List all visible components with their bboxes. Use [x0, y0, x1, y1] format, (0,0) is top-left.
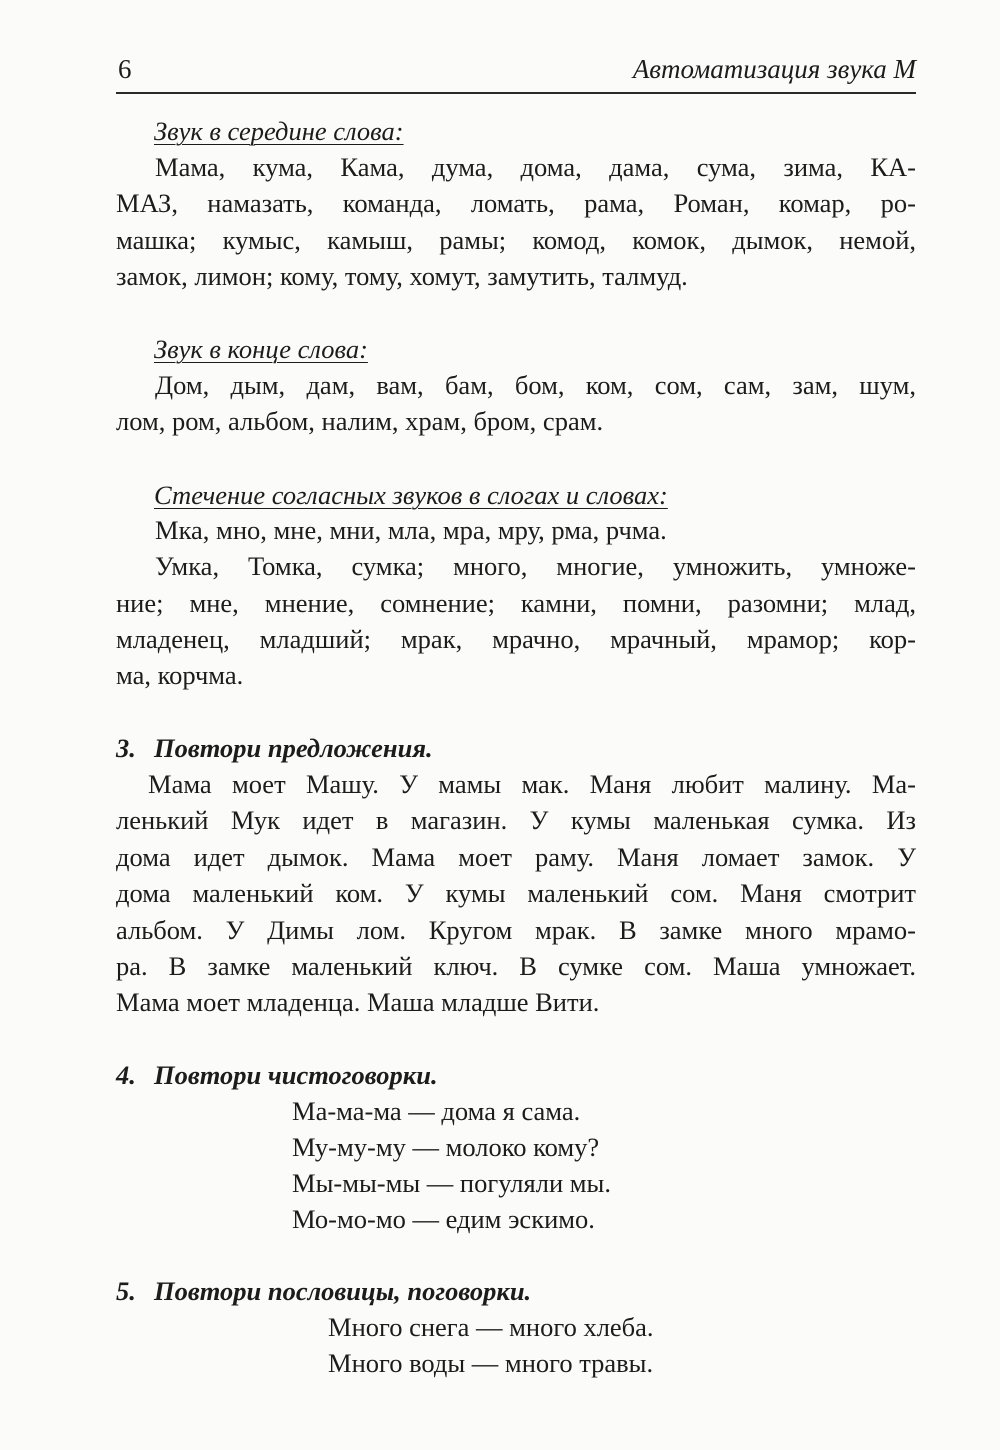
paragraph-line: младенец, младший; мрак, мрачно, мрачный, мрамор; кор-	[116, 624, 916, 654]
paragraph-line: дома маленький ком. У кумы маленький сом. Маня смотрит	[116, 878, 916, 908]
task-4-heading	[116, 1058, 916, 1092]
syllables-line: Мка, мно, мне, мни, мла, мра, мру, рма, рчма.	[155, 515, 667, 545]
page-header	[116, 52, 916, 94]
verse-line: Мы-мы-мы — погуляли мы.	[292, 1168, 611, 1198]
paragraph-line: ленький Мук идет в магазин. У кумы маленькая сумка. Из	[116, 805, 916, 835]
paragraph-line: лом, ром, альбом, налим, храм, бром, срам.	[116, 406, 604, 436]
paragraph-line: замок, лимон; кому, тому, хомут, замутить, талмуд.	[116, 261, 688, 291]
proverb-line: Много снега — много хлеба.	[328, 1312, 654, 1342]
verse-line: Мо-мо-мо — едим эскимо.	[292, 1204, 595, 1234]
proverb-line: Много воды — много травы.	[328, 1348, 654, 1378]
task-title: Повтори пословицы, поговорки.	[154, 1276, 532, 1306]
subheading-clusters: Стечение согласных звуков в слогах и словах:	[154, 480, 668, 510]
paragraph-line: МАЗ, намазать, команда, ломать, рама, Роман, комар, ро-	[116, 188, 916, 218]
task-number: 4.	[116, 1060, 136, 1090]
task-3-heading	[116, 731, 916, 765]
task-number: 5.	[116, 1276, 136, 1306]
task-title: Повтори чистоговорки.	[154, 1060, 438, 1090]
paragraph-line: Мама, кума, Кама, дума, дома, дама, сума, зима, КА-	[155, 152, 916, 182]
task-number: 3.	[116, 733, 136, 763]
paragraph-line: машка; кумыс, камыш, рамы; комод, комок, дымок, немой,	[116, 225, 916, 255]
paragraph-line: альбом. У Димы лом. Кругом мрак. В замке много мрамо-	[116, 915, 916, 945]
paragraph-line: Мама моет Машу. У мамы мак. Маня любит малину. Ма-	[148, 769, 916, 799]
paragraph-line: дома идет дымок. Мама моет раму. Маня ломает замок. У	[116, 842, 916, 872]
task-5-heading	[116, 1274, 916, 1308]
task-title: Повтори предложения.	[154, 733, 433, 763]
verse-line: Ма-ма-ма — дома я сама.	[292, 1096, 581, 1126]
subheading-end: Звук в конце слова:	[154, 334, 368, 364]
paragraph-line: ние; мне, мнение, сомнение; камни, помни, разомни; млад,	[116, 588, 916, 618]
verse-line: Му-му-му — молоко кому?	[292, 1132, 600, 1162]
running-title: Автоматизация звука М	[632, 54, 916, 84]
paragraph-line: Умка, Томка, сумка; много, многие, умножить, умноже-	[155, 551, 916, 581]
subheading-middle: Звук в середине слова:	[154, 116, 404, 146]
paragraph-line: Мама моет младенца. Маша младше Вити.	[116, 987, 600, 1017]
paragraph-line: ма, корчма.	[116, 660, 244, 690]
page-number: 6	[118, 54, 132, 84]
paragraph-line: Дом, дым, дам, вам, бам, бом, ком, сом, сам, зам, шум,	[155, 370, 916, 400]
paragraph-line: ра. В замке маленький ключ. В сумке сом. Маша умножает.	[116, 951, 916, 981]
